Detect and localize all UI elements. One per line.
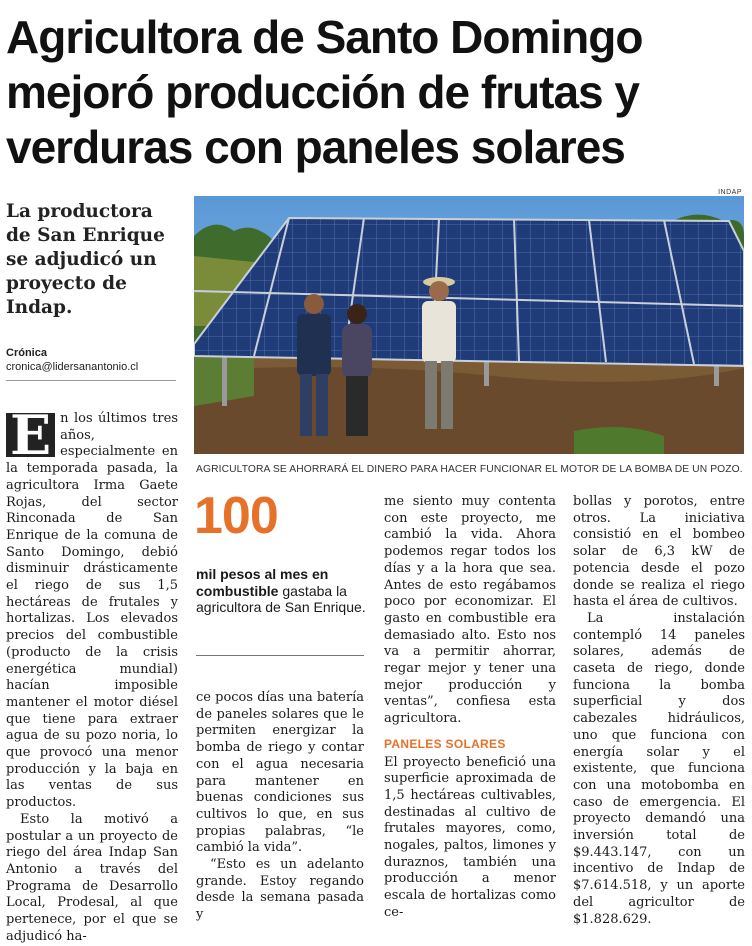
solar-panels-photo [194, 196, 744, 454]
article-column-4 [573, 494, 745, 928]
drop-cap: E [6, 413, 55, 457]
byline-name: Crónica [6, 347, 47, 359]
photo-caption: AGRICULTORA SE AHORRARÁ EL DINERO PARA HACER FUNCIONAR EL MOTOR DE LA BOMBA DE UN POZO. [196, 464, 743, 475]
photo-credit: INDAP [718, 189, 742, 196]
article-column-3 [384, 494, 556, 922]
highlight-number: 100 [194, 487, 278, 545]
subhead: La productora de San Enrique se adjudicó un proyecto de Indap. [6, 201, 165, 318]
col4-paragraph-1: bollas y porotos, entre otros. La iniciativa consistió en el bombeo solar de 6,3 kW de potencia desde el pozo donde se realiza el riego hasta el área de cultivos. [573, 494, 745, 610]
highlight-rest-text: gastaba la agricultora de San Enrique. [196, 582, 366, 615]
col2-paragraph-2: “Esto es un adelanto grande. Estoy regando desde la semana pasada y [196, 857, 364, 923]
highlight-text [196, 566, 366, 616]
section-title: PANELES SOLARES [384, 736, 506, 751]
article-column-1 [6, 403, 178, 946]
col1-paragraph-1: n los últimos tres años, especialmente en la temporada pasada, la agricultora Irma Gaete Rojas, del sector Rinconada de San Enrique de la comuna de Santo Domingo, debió disminuir drásticamente el riego de sus 1,5 hectáreas de frutales y hortalizas. Los elevados precios del combustible (producto de la crisis energética mundial) hacían imposible mantener el motor diésel que tiene para extraer agua de su pozo noria, lo que provocó una menor producción y la baja en las ventas de sus productos. [6, 411, 178, 811]
highlight-bold-text: mil pesos al mes en combustible [196, 566, 329, 599]
col2-paragraph-1: ce pocos días una batería de paneles solares que le permiten energizar la bomba de riego y contar con el agua necesaria para mantener en buenas condiciones sus cultivos lo que, en sus propias palabras, “le cambió la vida”. [196, 690, 364, 856]
article-column-2 [196, 690, 364, 924]
byline [6, 346, 176, 381]
headline: Agricultora de Santo Domingo mejoró producción de frutas y verduras con paneles solares [6, 11, 643, 173]
col1-paragraph-2: Esto la motivó a postular a un proyecto de riego del área Indap San Antonio a través del Programa de Desarrollo Local, Prodesal, al que pertenece, por el que se adjudicó ha- [6, 811, 178, 944]
byline-email: cronica@lidersanantonio.cl [6, 361, 139, 373]
col4-paragraph-2: La instalación contempló 14 paneles solares, además de caseta de riego, donde funciona la bomba superficial y dos cabezales hidráulicos, uno que funciona con energía solar y el existente, que funciona con una motobomba en caso de emergencia. El proyecto demandó una inversión total de $9.443.147, con un incentivo de Indap de $7.614.518, y un aporte del agricultor de $1.828.629. [573, 610, 745, 927]
col3-paragraph-2: El proyecto benefició una superficie aproximada de 1,5 hectáreas cultivables, destinadas al cultivo de frutales mayores, como, nogales, paltos, limones y duraznos, también una producción a menor escala de hortalizas como ce- [384, 754, 556, 920]
highlight-divider [196, 655, 364, 656]
article-photo [194, 196, 744, 454]
col3-paragraph-1: me siento muy contenta con este proyecto, me cambió la vida. Ahora podemos regar todos los días y a la hora que sea. Antes de esto regábamos poco por economizar. El gasto en combustible era demasiado alto. Esto nos va a permitir ahorrar, regar mejor y tener una mejor producción y ventas”, confiesa esta agricultora. [384, 494, 556, 727]
